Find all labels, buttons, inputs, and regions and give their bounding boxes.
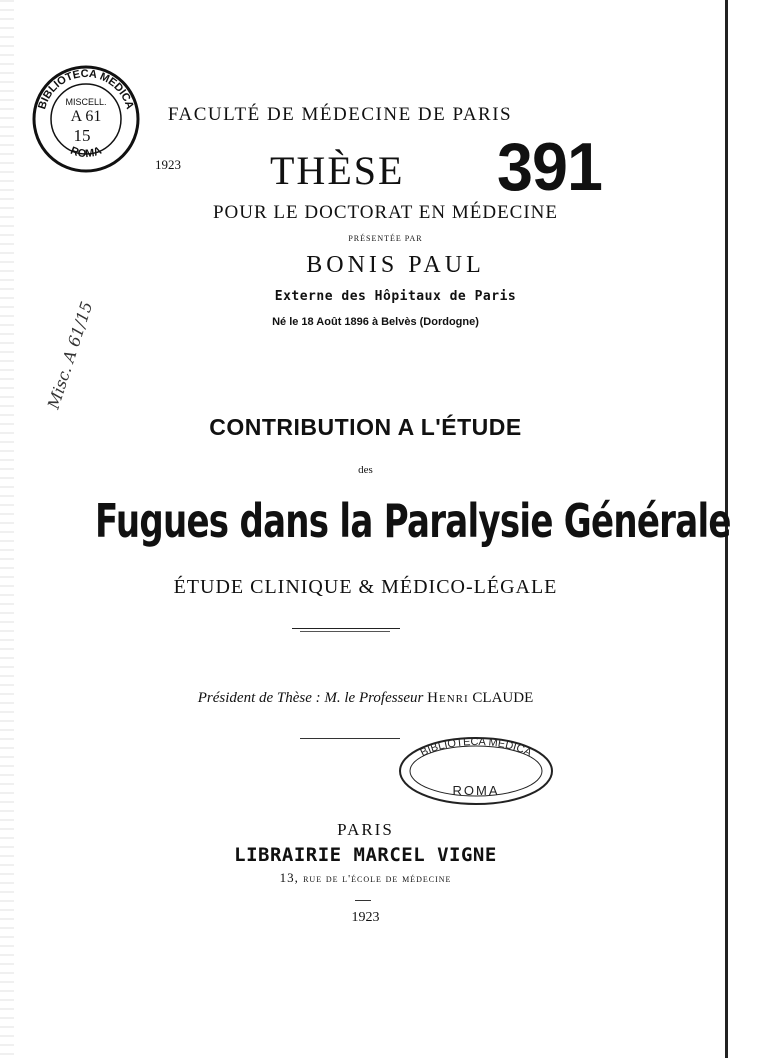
- scan-left-edge: [0, 0, 14, 1058]
- publisher-street-number: 13,: [279, 870, 299, 885]
- presentee-par: PRÉSENTÉE PAR: [348, 234, 423, 243]
- stamp-oval-bottom: ROMA: [452, 783, 500, 798]
- author-birth: Né le 18 Août 1896 à Belvès (Dordogne): [272, 316, 479, 328]
- president-firstname: Henri: [427, 690, 469, 706]
- main-subtitle: ÉTUDE CLINIQUE & MÉDICO-LÉGALE: [173, 576, 558, 598]
- doctorat-line: POUR LE DOCTORAT EN MÉDECINE: [212, 202, 559, 223]
- publisher-street: rue de l'école de médecine: [303, 873, 452, 885]
- stamp-oval-text: BIBLIOTECA MEDICA: [418, 735, 534, 760]
- stamp-round-number: 15: [73, 126, 91, 145]
- divider-rule: [292, 628, 400, 629]
- library-stamp-oval: [396, 735, 556, 807]
- publisher-name: LIBRAIRIE MARCEL VIGNE: [234, 844, 497, 866]
- des-word: des: [358, 464, 373, 476]
- stamp-round-bottom: ROMA: [68, 144, 104, 161]
- faculte-heading: FACULTÉ DE MÉDECINE DE PARIS: [167, 104, 513, 125]
- author-title: Externe des Hôpitaux de Paris: [274, 289, 517, 304]
- stamp-round-inner: MISCELL.: [65, 97, 107, 107]
- president-line: [0, 690, 731, 707]
- divider-rule-lower: [300, 738, 400, 739]
- president-name: CLAUDE: [472, 690, 534, 706]
- thesis-number: 391: [497, 129, 602, 205]
- publisher-address: [0, 870, 731, 886]
- stamp-round-shelf: A 61: [70, 108, 102, 125]
- author-name: BONIS PAUL: [306, 252, 485, 278]
- main-title: Fugues dans la Paralysie Générale: [95, 494, 731, 548]
- handwritten-text: Misc. A 61/15: [43, 299, 97, 412]
- divider-rule-second: [300, 631, 390, 632]
- publisher-city: PARIS: [337, 820, 394, 839]
- year-top: 1923: [155, 157, 181, 172]
- svg-text:ROMA: [69, 145, 104, 161]
- svg-text:BIBLIOTECA MEDICA: [418, 736, 534, 759]
- publication-year: 1923: [351, 910, 380, 925]
- publisher-dash: [355, 900, 371, 901]
- contribution-heading: CONTRIBUTION A L'ÉTUDE: [209, 414, 522, 440]
- these-title: THÈSE: [270, 148, 405, 193]
- handwritten-note: [18, 250, 97, 420]
- stamp-round-text: BIBLIOTECA MEDICA: [36, 67, 136, 111]
- president-label: Président de Thèse : M. le Professeur: [197, 690, 424, 706]
